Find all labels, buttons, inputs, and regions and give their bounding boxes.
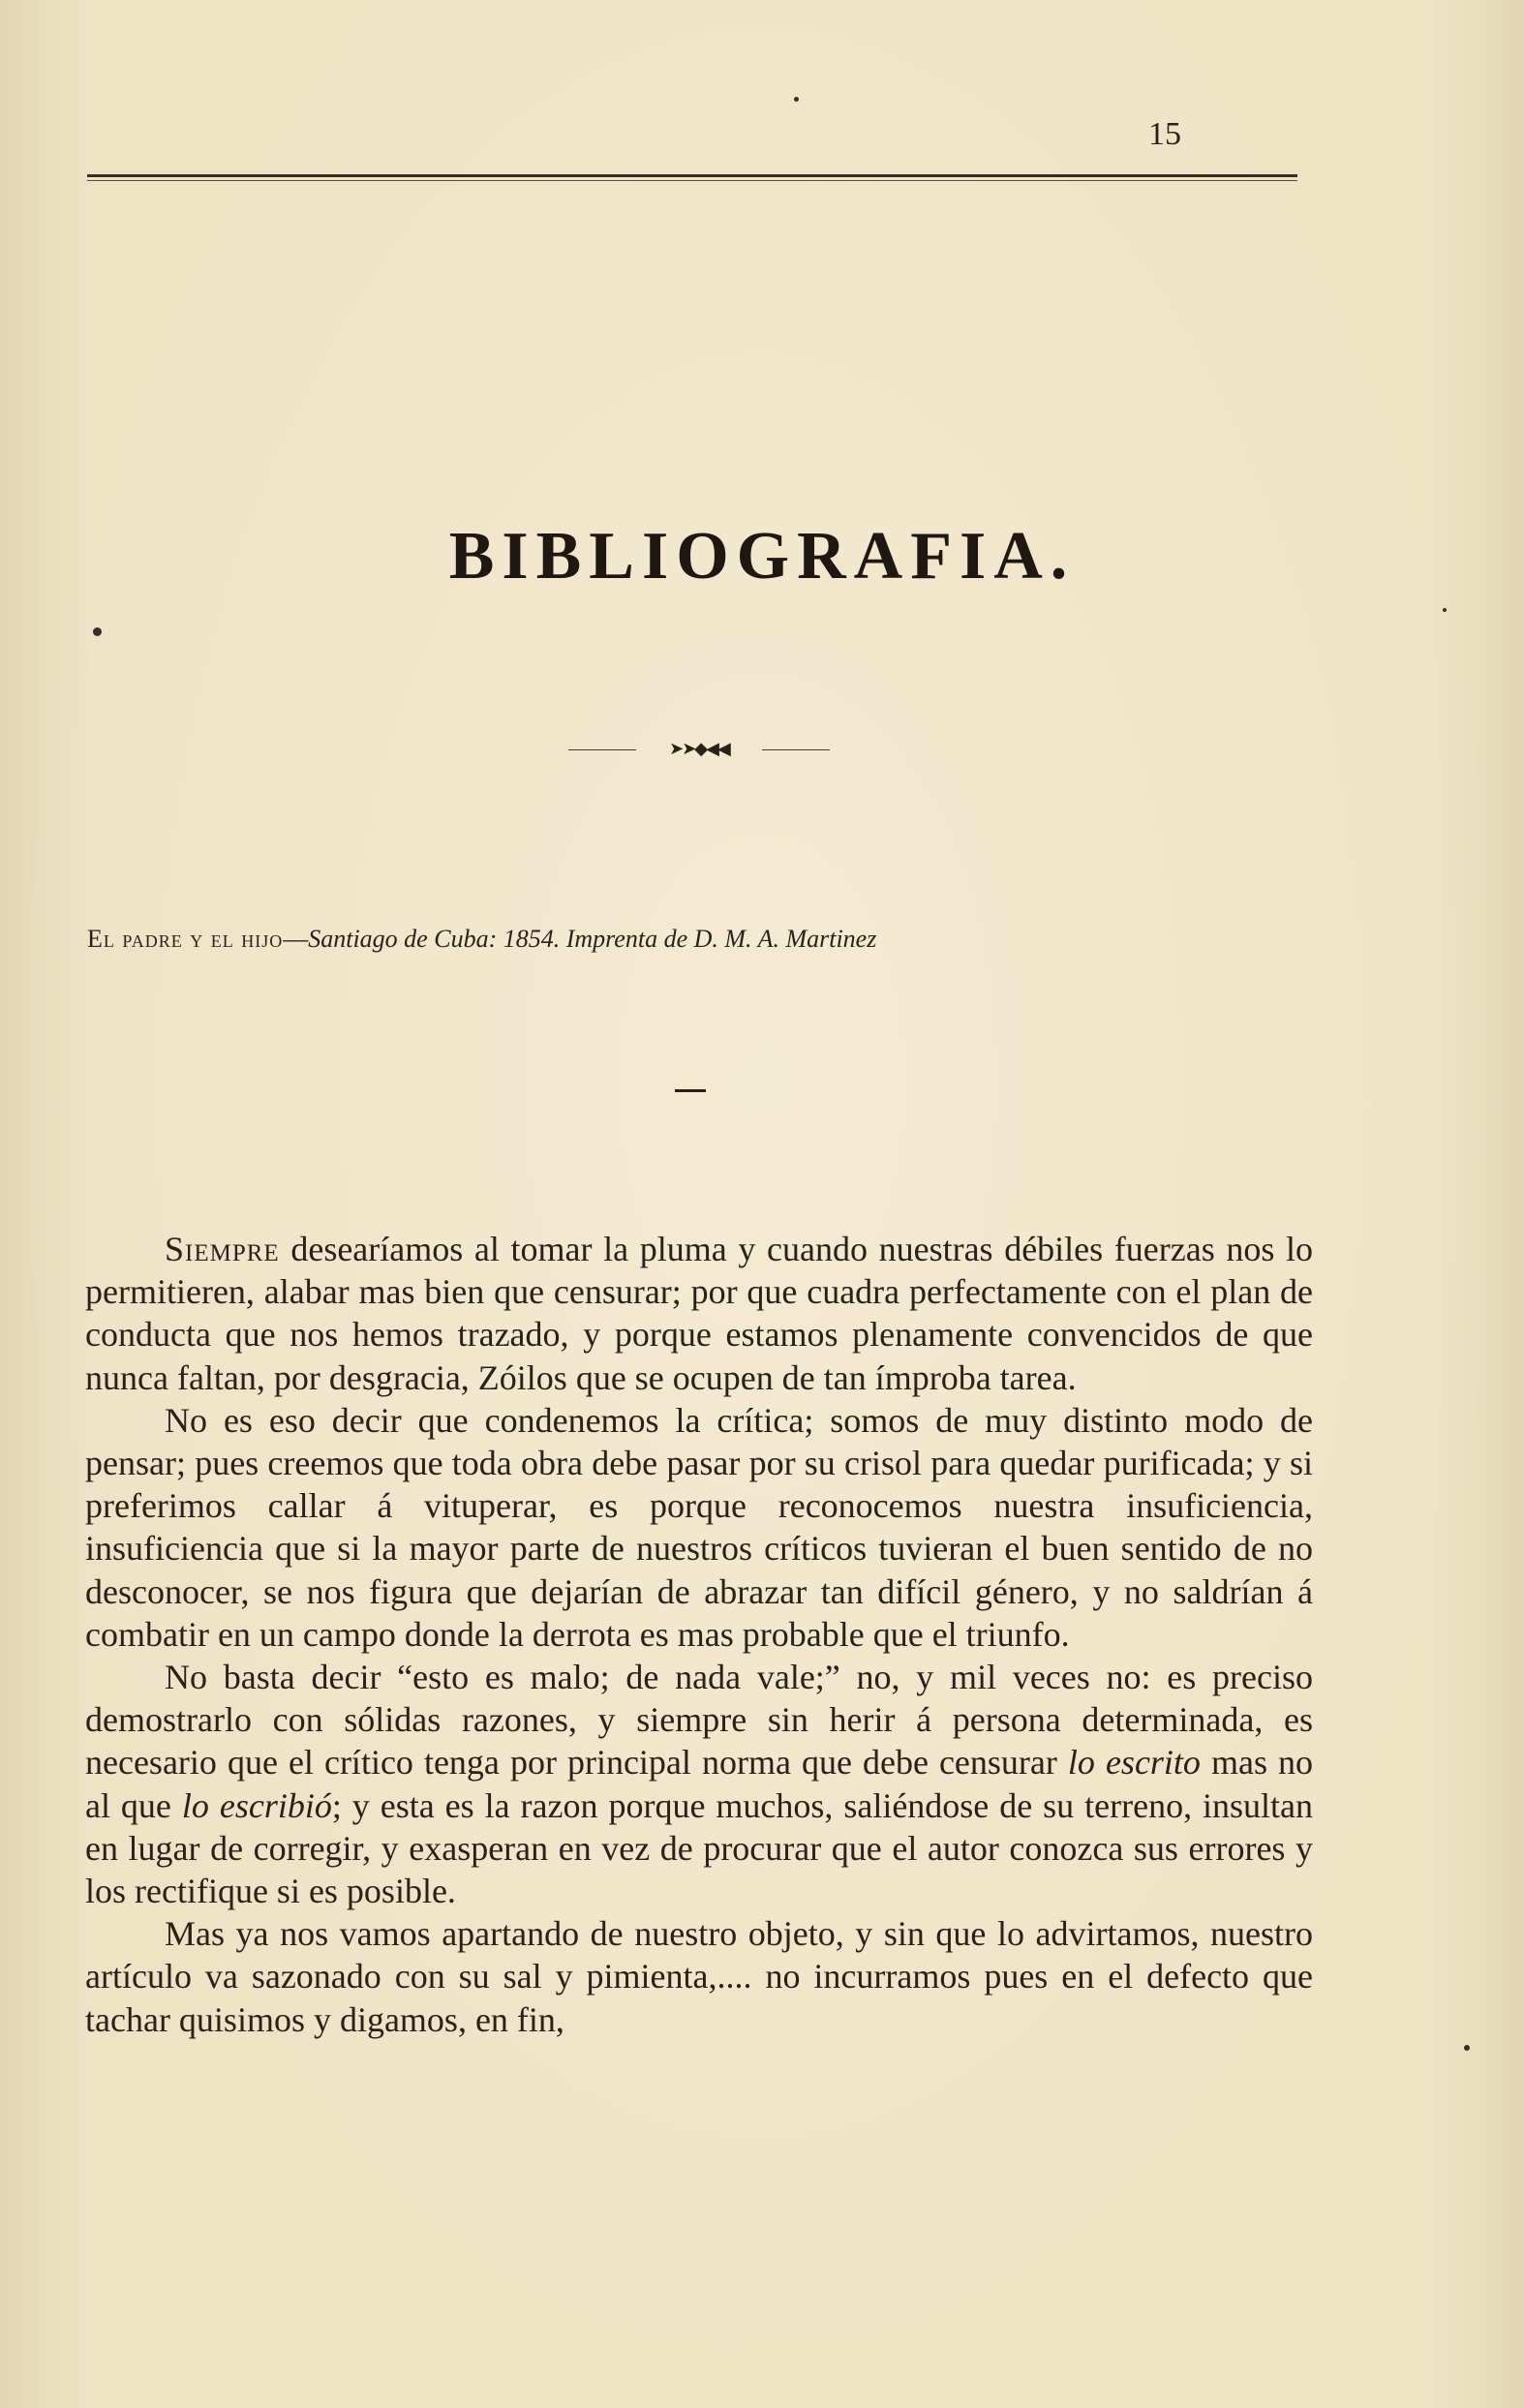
- section-title: BIBLIOGRAFIA.: [448, 519, 1076, 594]
- paragraph-3-italic-b: lo escribió: [181, 1785, 332, 1825]
- imprint: Santiago de Cuba: 1854. Imprenta de D. M. A. Martinez: [308, 925, 877, 953]
- ornament-divider: [568, 739, 830, 762]
- paragraph-3: [85, 1656, 1313, 1912]
- paragraph-1: [85, 1228, 1313, 1399]
- citation-separator: —: [283, 925, 309, 953]
- page-number: 15: [1148, 116, 1181, 152]
- paragraph-3-text-b: mas no al que: [85, 1743, 1314, 1825]
- ornament-line-left: [568, 749, 636, 750]
- paragraph-2: No es eso decir que condenemos la crítica; somos de muy distinto modo de pensar; pues creemos que toda obra debe pasar por su crisol para quedar purificada; y si preferimos callar á vituperar, es porque reconocemos nuestra insuficiencia, insuficiencia que si la mayor parte de nuestros críticos tuvieran el buen sentido de no desconocer, se nos figura que dejarían de abrazar tan difícil género, y no saldrían á combatir en un campo donde la derrota es mas probable que el triunfo.: [85, 1400, 1313, 1654]
- lead-word: Siempre: [165, 1230, 280, 1268]
- paragraph-3-italic-a: lo escrito: [1067, 1743, 1201, 1783]
- header-rule-thin: [87, 180, 1297, 181]
- ink-speck: [794, 97, 799, 102]
- short-dash-divider: [675, 1089, 706, 1092]
- ink-speck: [93, 627, 102, 636]
- work-title: El padre y el hijo: [87, 925, 284, 953]
- ink-speck: [1443, 608, 1447, 612]
- paragraph-3-text-c: ; y esta es la razon porque muchos, saliéndose de su terreno, insultan en lugar de corregir, y exasperan en vez de procurar que el autor conozca sus errores y los rectifique si es posible.: [85, 1785, 1314, 1911]
- ink-speck: [1464, 2045, 1470, 2051]
- ornament-glyphs: ➤➤◆◀◀: [669, 739, 729, 759]
- paragraph-3-text-a: No basta decir “esto es malo; de nada vale;” no, y mil veces no: es preciso demostrarlo con sólidas razones, y siempre sin herir á persona determinada, es necesario que el crítico tenga por principal norma que debe censurar: [85, 1658, 1313, 1783]
- paragraph-4: Mas ya nos vamos apartando de nuestro objeto, y sin que lo advirtamos, nuestro artículo va sazonado con su sal y pimienta,.... no incurramos pues en el defecto que tachar quisimos y digamos, en fin,: [85, 1914, 1313, 2039]
- article-body: [85, 1228, 1313, 2041]
- ornament-line-right: [762, 749, 830, 750]
- header-rule: [87, 174, 1297, 177]
- paragraph-1-text: desearíamos al tomar la pluma y cuando nuestras débiles fuerzas nos lo permitieren, alabar mas bien que censurar; por que cuadra perfectamente con el plan de conducta que nos hemos trazado, y porque estamos plenamente convencidos de que nunca faltan, por desgracia, Zóilos que se ocupen de tan ímproba tarea.: [85, 1230, 1314, 1397]
- citation-line: [87, 925, 1336, 954]
